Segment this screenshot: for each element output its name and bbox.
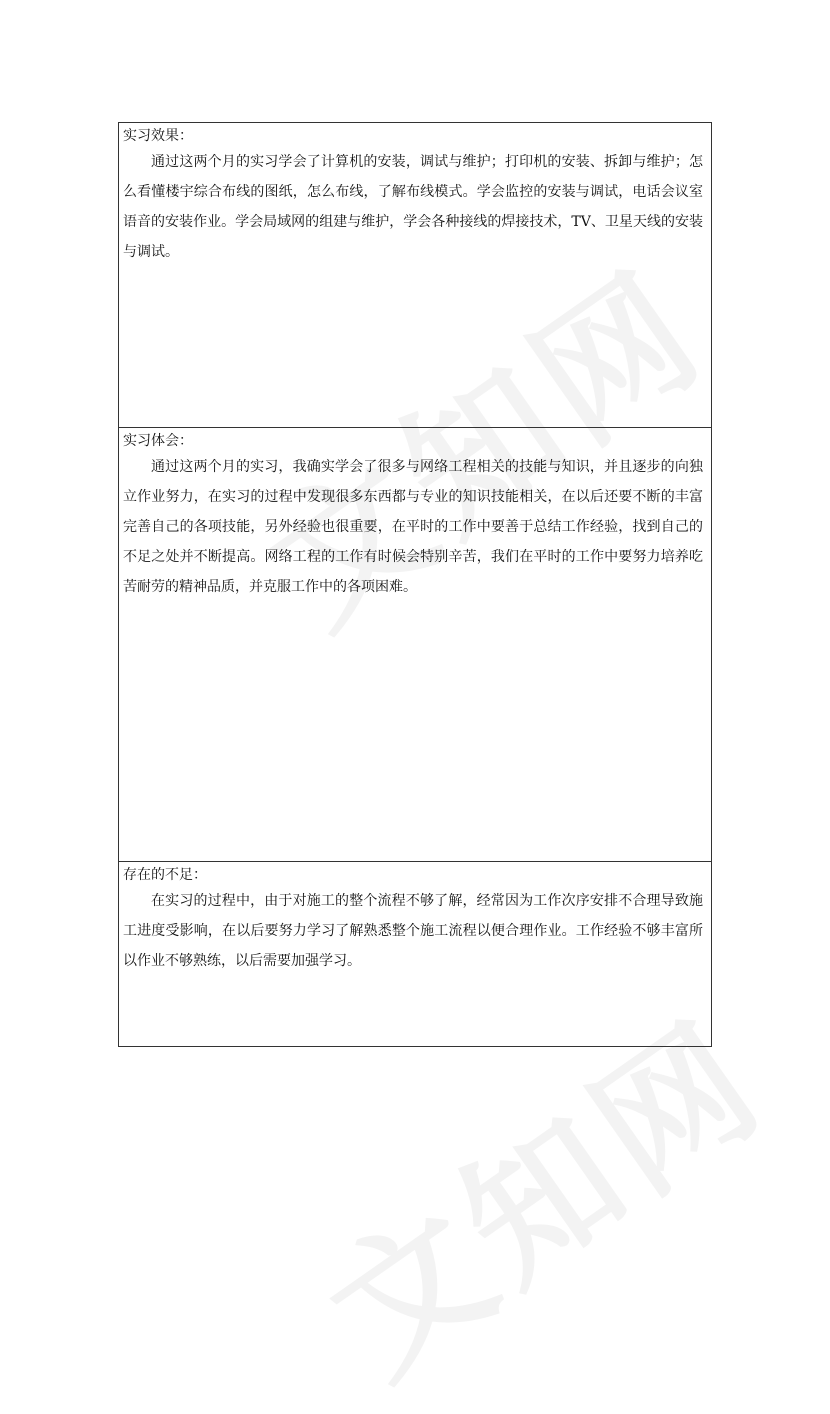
- section-internship-experience: [119, 428, 711, 862]
- report-table: [118, 122, 712, 1047]
- section-internship-effect: [119, 123, 711, 428]
- section-label: 存在的不足：: [123, 867, 207, 883]
- section-shortcomings: [119, 862, 711, 1046]
- section-text: 在实习的过程中，由于对施工的整个流程不够了解，经常因为工作次序安排不合理导致施工进度受影响，在以后要努力学习了解熟悉整个施工流程以便合理作业。工作经验不够丰富所以作业不够熟练，以后需要加强学习。: [123, 893, 703, 969]
- section-label: 实习效果：: [123, 128, 193, 144]
- section-text: 通过这两个月的实习学会了计算机的安装，调试与维护；打印机的安装、拆卸与维护；怎么看懂楼宇综合布线的图纸，怎么布线，了解布线模式。学会监控的安装与调试，电话会议室语音的安装作业。学会局域网的组建与维护，学会各种接线的焊接技术，TV、卫星天线的安装与调试。: [123, 154, 703, 260]
- section-label: 实习体会：: [123, 433, 193, 449]
- section-text: 通过这两个月的实习，我确实学会了很多与网络工程相关的技能与知识，并且逐步的向独立作业努力，在实习的过程中发现很多东西都与专业的知识技能相关，在以后还要不断的丰富完善自己的各项技能，另外经验也很重要，在平时的工作中要善于总结工作经验，找到自己的不足之处并不断提高。网络工程的工作有时候会特别辛苦，我们在平时的工作中要努力培养吃苦耐劳的精神品质，并克服工作中的各项困难。: [123, 459, 703, 595]
